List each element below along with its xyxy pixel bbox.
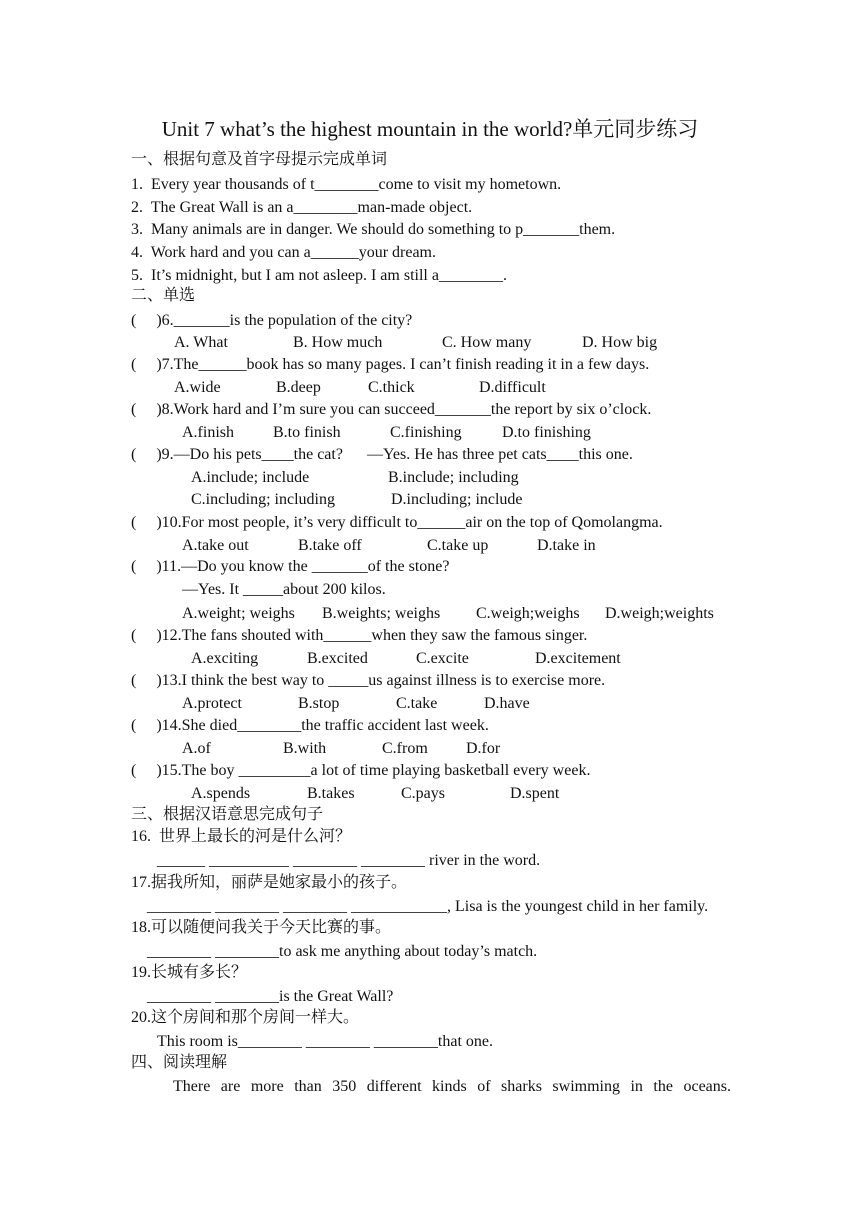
option-11d: D.weigh;weights bbox=[605, 605, 714, 622]
question-5: 5. It’s midnight, but I am not asleep. I am still a________. bbox=[131, 267, 507, 284]
question-10: ( )10.For most people, it’s very difficult to______air on the top of Qomolangma. bbox=[131, 514, 663, 531]
option-14a: A.of bbox=[182, 740, 211, 757]
question-6: ( )6._______is the population of the city? bbox=[131, 312, 413, 329]
option-9d: D.including; include bbox=[391, 491, 523, 508]
question-16: 16. 世界上最长的河是什么河？ bbox=[131, 828, 352, 845]
question-15: ( )15.The boy _________a lot of time playing basketball every week. bbox=[131, 762, 591, 779]
question-9: ( )9.—Do his pets____the cat? —Yes. He has three pet cats____this one. bbox=[131, 446, 633, 463]
option-12b: B.excited bbox=[307, 650, 368, 667]
option-11c: C.weigh;weighs bbox=[476, 605, 580, 622]
option-13c: C.take bbox=[396, 695, 438, 712]
option-7a: A.wide bbox=[174, 379, 221, 396]
section-heading-2: 二、单选 bbox=[131, 287, 196, 304]
answer-17: ________ ________ ________ ____________, Lisa is the youngest child in her family. bbox=[147, 898, 709, 915]
document-title: Unit 7 what’s the highest mountain in the world?单元同步练习 bbox=[161, 117, 699, 141]
question-19: 19.长城有多长？ bbox=[131, 964, 248, 981]
section-heading-3: 三、根据汉语意思完成句子 bbox=[131, 806, 324, 823]
option-6a: A. What bbox=[174, 334, 228, 351]
option-15d: D.spent bbox=[510, 785, 560, 802]
option-13a: A.protect bbox=[182, 695, 242, 712]
answer-20: This room is________ ________ ________that one. bbox=[157, 1033, 493, 1050]
option-8c: C.finishing bbox=[390, 424, 462, 441]
option-15c: C.pays bbox=[401, 785, 445, 802]
option-8d: D.to finishing bbox=[502, 424, 591, 441]
option-9c: C.including; including bbox=[191, 491, 335, 508]
question-4: 4. Work hard and you can a______your dream. bbox=[131, 244, 436, 261]
question-2: 2. The Great Wall is an a________man-made object. bbox=[131, 199, 473, 216]
section-heading-1: 一、根据句意及首字母提示完成单词 bbox=[131, 151, 388, 168]
option-13b: B.stop bbox=[298, 695, 340, 712]
option-6c: C. How many bbox=[442, 334, 532, 351]
question-11-reply: —Yes. It _____about 200 kilos. bbox=[182, 581, 386, 598]
option-6d: D. How big bbox=[582, 334, 658, 351]
question-14: ( )14.She died________the traffic accident last week. bbox=[131, 717, 489, 734]
reading-paragraph: There are more than 350 different kinds of sharks swimming in the oceans. bbox=[173, 1078, 731, 1095]
question-1: 1. Every year thousands of t________come to visit my hometown. bbox=[131, 176, 562, 193]
option-8a: A.finish bbox=[182, 424, 234, 441]
question-13: ( )13.I think the best way to _____us against illness is to exercise more. bbox=[131, 672, 606, 689]
option-11b: B.weights; weighs bbox=[322, 605, 441, 622]
option-9a: A.include; include bbox=[191, 469, 310, 486]
question-7: ( )7.The______book has so many pages. I can’t finish reading it in a few days. bbox=[131, 356, 650, 373]
option-14c: C.from bbox=[382, 740, 428, 757]
question-12: ( )12.The fans shouted with______when they saw the famous singer. bbox=[131, 627, 588, 644]
option-7c: C.thick bbox=[368, 379, 415, 396]
question-3: 3. Many animals are in danger. We should do something to p_______them. bbox=[131, 221, 616, 238]
option-12a: A.exciting bbox=[191, 650, 259, 667]
option-10a: A.take out bbox=[182, 537, 249, 554]
option-14b: B.with bbox=[283, 740, 327, 757]
question-17: 17.据我所知，丽萨是她家最小的孩子。 bbox=[131, 874, 408, 891]
answer-16: ______ __________ ________ ________ river in the word. bbox=[157, 852, 541, 869]
option-12c: C.excite bbox=[416, 650, 469, 667]
answer-19: ________ ________is the Great Wall? bbox=[147, 988, 394, 1005]
option-6b: B. How much bbox=[293, 334, 383, 351]
question-18: 18.可以随便问我关于今天比赛的事。 bbox=[131, 919, 392, 936]
answer-18: ________ ________to ask me anything about today’s match. bbox=[147, 943, 538, 960]
question-20: 20.这个房间和那个房间一样大。 bbox=[131, 1009, 360, 1026]
option-11a: A.weight; weighs bbox=[182, 605, 295, 622]
option-15b: B.takes bbox=[307, 785, 355, 802]
option-12d: D.excitement bbox=[535, 650, 621, 667]
option-7d: D.difficult bbox=[479, 379, 546, 396]
question-11: ( )11.—Do you know the _______of the stone? bbox=[131, 558, 450, 575]
option-14d: D.for bbox=[466, 740, 501, 757]
option-15a: A.spends bbox=[191, 785, 251, 802]
option-9b: B.include; including bbox=[388, 469, 519, 486]
option-10b: B.take off bbox=[298, 537, 362, 554]
option-13d: D.have bbox=[484, 695, 530, 712]
question-8: ( )8.Work hard and I’m sure you can succeed_______the report by six o’clock. bbox=[131, 401, 652, 418]
option-10c: C.take up bbox=[427, 537, 489, 554]
option-10d: D.take in bbox=[537, 537, 596, 554]
option-8b: B.to finish bbox=[273, 424, 341, 441]
option-7b: B.deep bbox=[276, 379, 321, 396]
section-heading-4: 四、阅读理解 bbox=[131, 1054, 228, 1071]
